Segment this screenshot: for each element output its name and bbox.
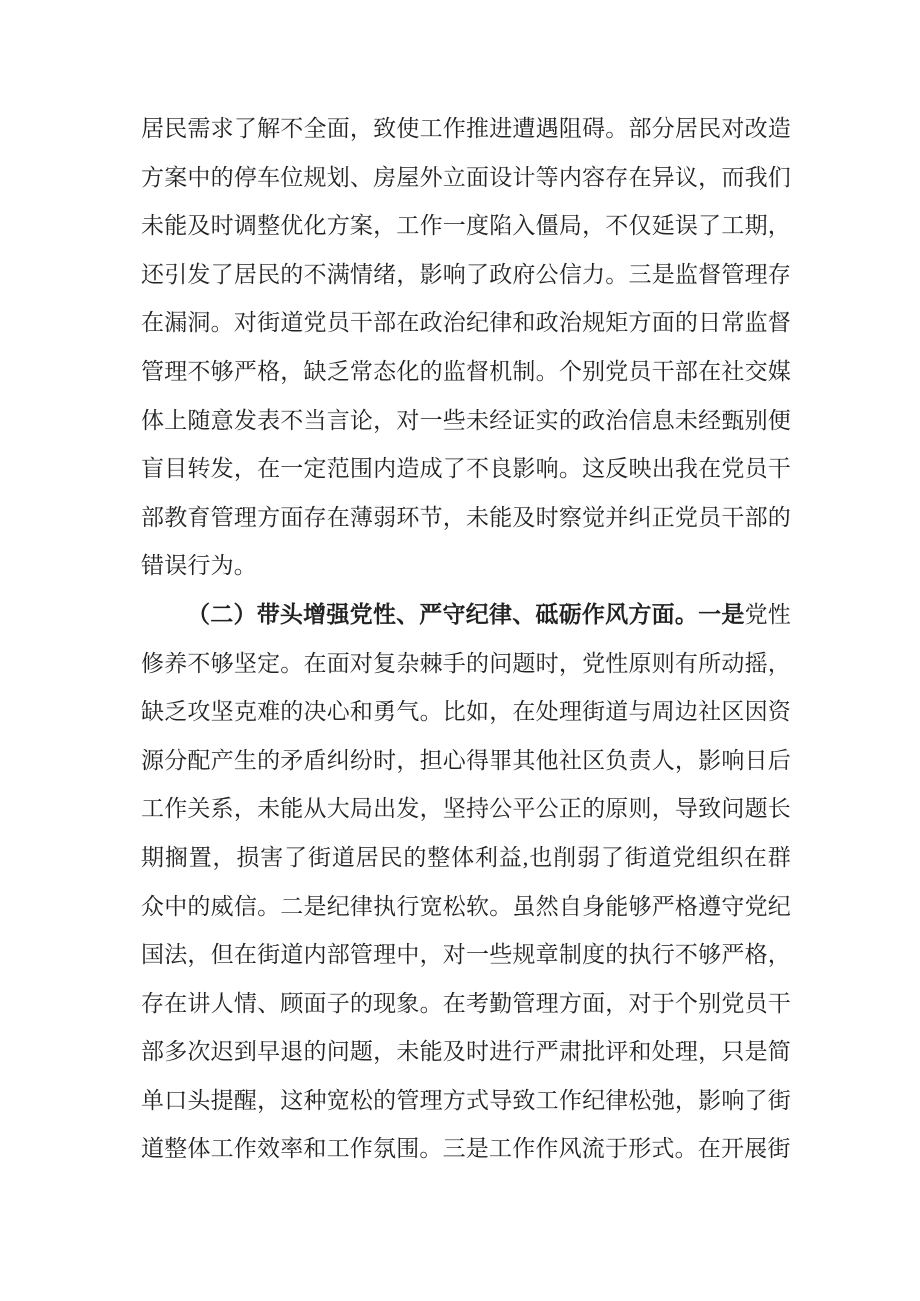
text-run: 党性修养不够坚定。在面对复杂棘手的问题时，党性原则有所动摇，缺乏攻坚克难的决心和勇气。比如，在处理街道与周边社区因资源分配产生的矛盾纠纷时，担心得罪其他社区负责人，影响日后工作关系，未能从大局出发，坚持公平公正的原则，导致问题长期搁置，损害了街道居民的整体利益,也削弱了街道党组织在群众中的威信。二是纪律执行宽松软。虽然自身能够严格遵守党纪国法，但在街道内部管理中，对一些规章制度的执行不够严格，存在讲人情、顾面子的现象。在考勤管理方面，对于个别党员干部多次迟到早退的问题，未能及时进行严肃批评和处理，只是简单口头提醒，这种宽松的管理方式导致工作纪律松弛，影响了街道整体工作效率和工作氛围。三是工作作风流于形式。在开展街 xyxy=(141,601,791,1162)
paragraph-section-two xyxy=(141,591,791,1174)
bold-text-run: （二）带头增强党性、严守纪律、砥砺作风方面。一是 xyxy=(187,601,745,627)
paragraph-continuation xyxy=(141,105,791,591)
text-run: 居民需求了解不全面，致使工作推进遭遇阻碍。部分居民对改造方案中的停车位规划、房屋外立面设计等内容存在异议，而我们未能及时调整优化方案，工作一度陷入僵局，不仅延误了工期，还引发了居民的不满情绪，影响了政府公信力。三是监督管理存在漏洞。对街道党员干部在政治纪律和政治规矩方面的日常监督管理不够严格，缺乏常态化的监督机制。个别党员干部在社交媒体上随意发表不当言论，对一些未经证实的政治信息未经甄别便盲目转发，在一定范围内造成了不良影响。这反映出我在党员干部教育管理方面存在薄弱环节，未能及时察觉并纠正党员干部的错误行为。 xyxy=(141,116,791,579)
document-body xyxy=(141,105,791,1174)
